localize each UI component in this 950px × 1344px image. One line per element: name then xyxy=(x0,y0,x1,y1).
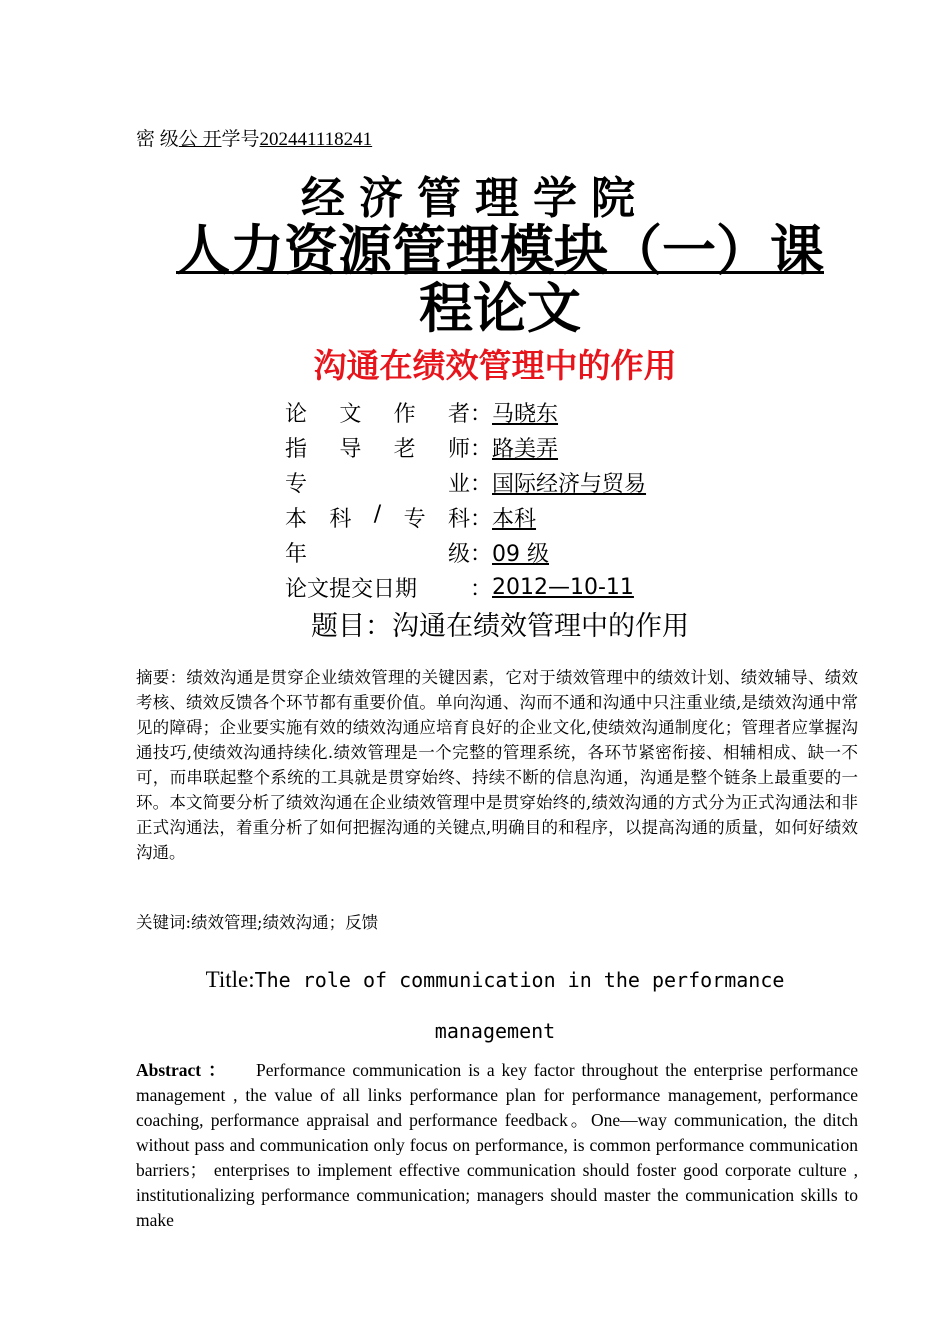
english-title xyxy=(0,955,950,1057)
info-label-char: 老 xyxy=(393,437,416,462)
info-label-char: 指 xyxy=(285,437,308,462)
abstract-chinese xyxy=(136,665,858,865)
info-colon: ： xyxy=(470,402,493,427)
info-label xyxy=(285,572,470,603)
info-row xyxy=(285,570,785,605)
info-row xyxy=(285,465,785,500)
info-value: 路美弄 xyxy=(492,437,559,462)
thesis-title-line1: 人力资源管理模块（一）课 xyxy=(176,219,824,282)
info-label-char: 论文提交日期 xyxy=(285,577,418,602)
info-label-char: 论 xyxy=(285,402,308,427)
info-label-char: 科 xyxy=(329,507,352,532)
info-row xyxy=(285,430,785,465)
info-label-char: 科 xyxy=(447,507,470,532)
info-label-char: 专 xyxy=(285,472,308,497)
info-label-char: 作 xyxy=(393,402,416,427)
info-colon: ： xyxy=(470,542,493,567)
info-label-char: 者 xyxy=(447,402,470,427)
info-colon: ： xyxy=(470,437,493,462)
secret-value: 公 开 xyxy=(178,129,222,150)
info-value: 09 级 xyxy=(492,542,550,567)
secret-level-line xyxy=(136,124,372,151)
student-id-label: 学号 xyxy=(221,129,260,150)
info-label xyxy=(285,397,470,428)
en-title-line1: The role of communication in the performance xyxy=(254,968,785,992)
abstract-en-label: Abstract ： xyxy=(136,1060,229,1080)
info-label-char: 年 xyxy=(285,542,308,567)
abstract-cn-text: 绩效沟通是贯穿企业绩效管理的关键因素，它对于绩效管理中的绩效计划、绩效辅导、绩效考核、绩效反馈各个环节都有重要价值。单向沟通、沟而不通和沟通中只注重业绩,是绩效沟通中常见的障碍；企业要实施有效的绩效沟通应培育良好的企业文化,使绩效沟通制度化；管理者应掌握沟通技巧,使绩效沟通持续化.绩效管理是一个完整的管理系统，各环节紧密衔接、相辅相成、缺一不可，而串联起整个系统的工具就是贯穿始终、持续不断的信息沟通，沟通是整个链条上最重要的一环。本文简要分析了绩效沟通在企业绩效管理中是贯穿始终的,绩效沟通的方式分为正式沟通法和非正式沟通法，着重分析了如何把握沟通的关键点,明确目的和程序，以提高沟通的质量，如何好绩效沟通。 xyxy=(136,668,859,862)
info-table xyxy=(285,395,785,605)
keywords-line xyxy=(136,909,378,933)
info-label xyxy=(285,502,470,533)
info-colon: ： xyxy=(470,472,493,497)
info-value: 本科 xyxy=(492,507,537,532)
info-label xyxy=(285,537,470,568)
keywords-label: 关键词 xyxy=(136,913,186,932)
info-label-char: 师 xyxy=(447,437,470,462)
college-name: 经济管理学院 xyxy=(301,173,649,224)
abstract-cn-label: 摘要： xyxy=(136,668,187,687)
info-label xyxy=(285,467,470,498)
secret-label: 密 级 xyxy=(136,129,179,150)
info-label-char: 文 xyxy=(339,402,362,427)
info-value: 马晓东 xyxy=(492,402,559,427)
en-title-label: Title: xyxy=(205,967,255,992)
abstract-english xyxy=(136,1058,858,1233)
abstract-en-text: Performance communication is a key factor throughout the enterprise performance management , the value of all links performance plan for performance management, performance coaching, performance appraisal and performance feedback。One—way communication, the ditch without pass and communication only focus on performance, is common performance communication barriers； enterprises to implement effective communication should foster good corporate culture , institutionalizing performance communication; managers should master the communication skills to make xyxy=(136,1060,859,1230)
info-label-char: 业 xyxy=(447,472,470,497)
thesis-title-line2: 程论文 xyxy=(419,277,581,340)
info-label-char: 级 xyxy=(447,542,470,567)
thesis-subtitle: 沟通在绩效管理中的作用 xyxy=(313,346,677,385)
thesis-title xyxy=(150,219,850,340)
info-label xyxy=(285,432,470,463)
info-label-char: / xyxy=(373,502,382,527)
keywords-text: :绩效管理;绩效沟通；反馈 xyxy=(185,913,379,932)
student-id-value: 202441118241 xyxy=(259,129,373,150)
info-colon: ： xyxy=(470,507,493,532)
info-label-char: 导 xyxy=(339,437,362,462)
info-colon: ： xyxy=(470,577,493,602)
info-row xyxy=(285,395,785,430)
info-label-char: 专 xyxy=(403,507,426,532)
topic-line: 题目：沟通在绩效管理中的作用 xyxy=(311,611,689,642)
info-value: 国际经济与贸易 xyxy=(492,472,647,497)
en-title-line2: management xyxy=(434,1019,556,1043)
info-label-char: 本 xyxy=(285,507,308,532)
info-value: 2012—10-11 xyxy=(492,575,634,600)
info-row xyxy=(285,535,785,570)
info-row xyxy=(285,500,785,535)
